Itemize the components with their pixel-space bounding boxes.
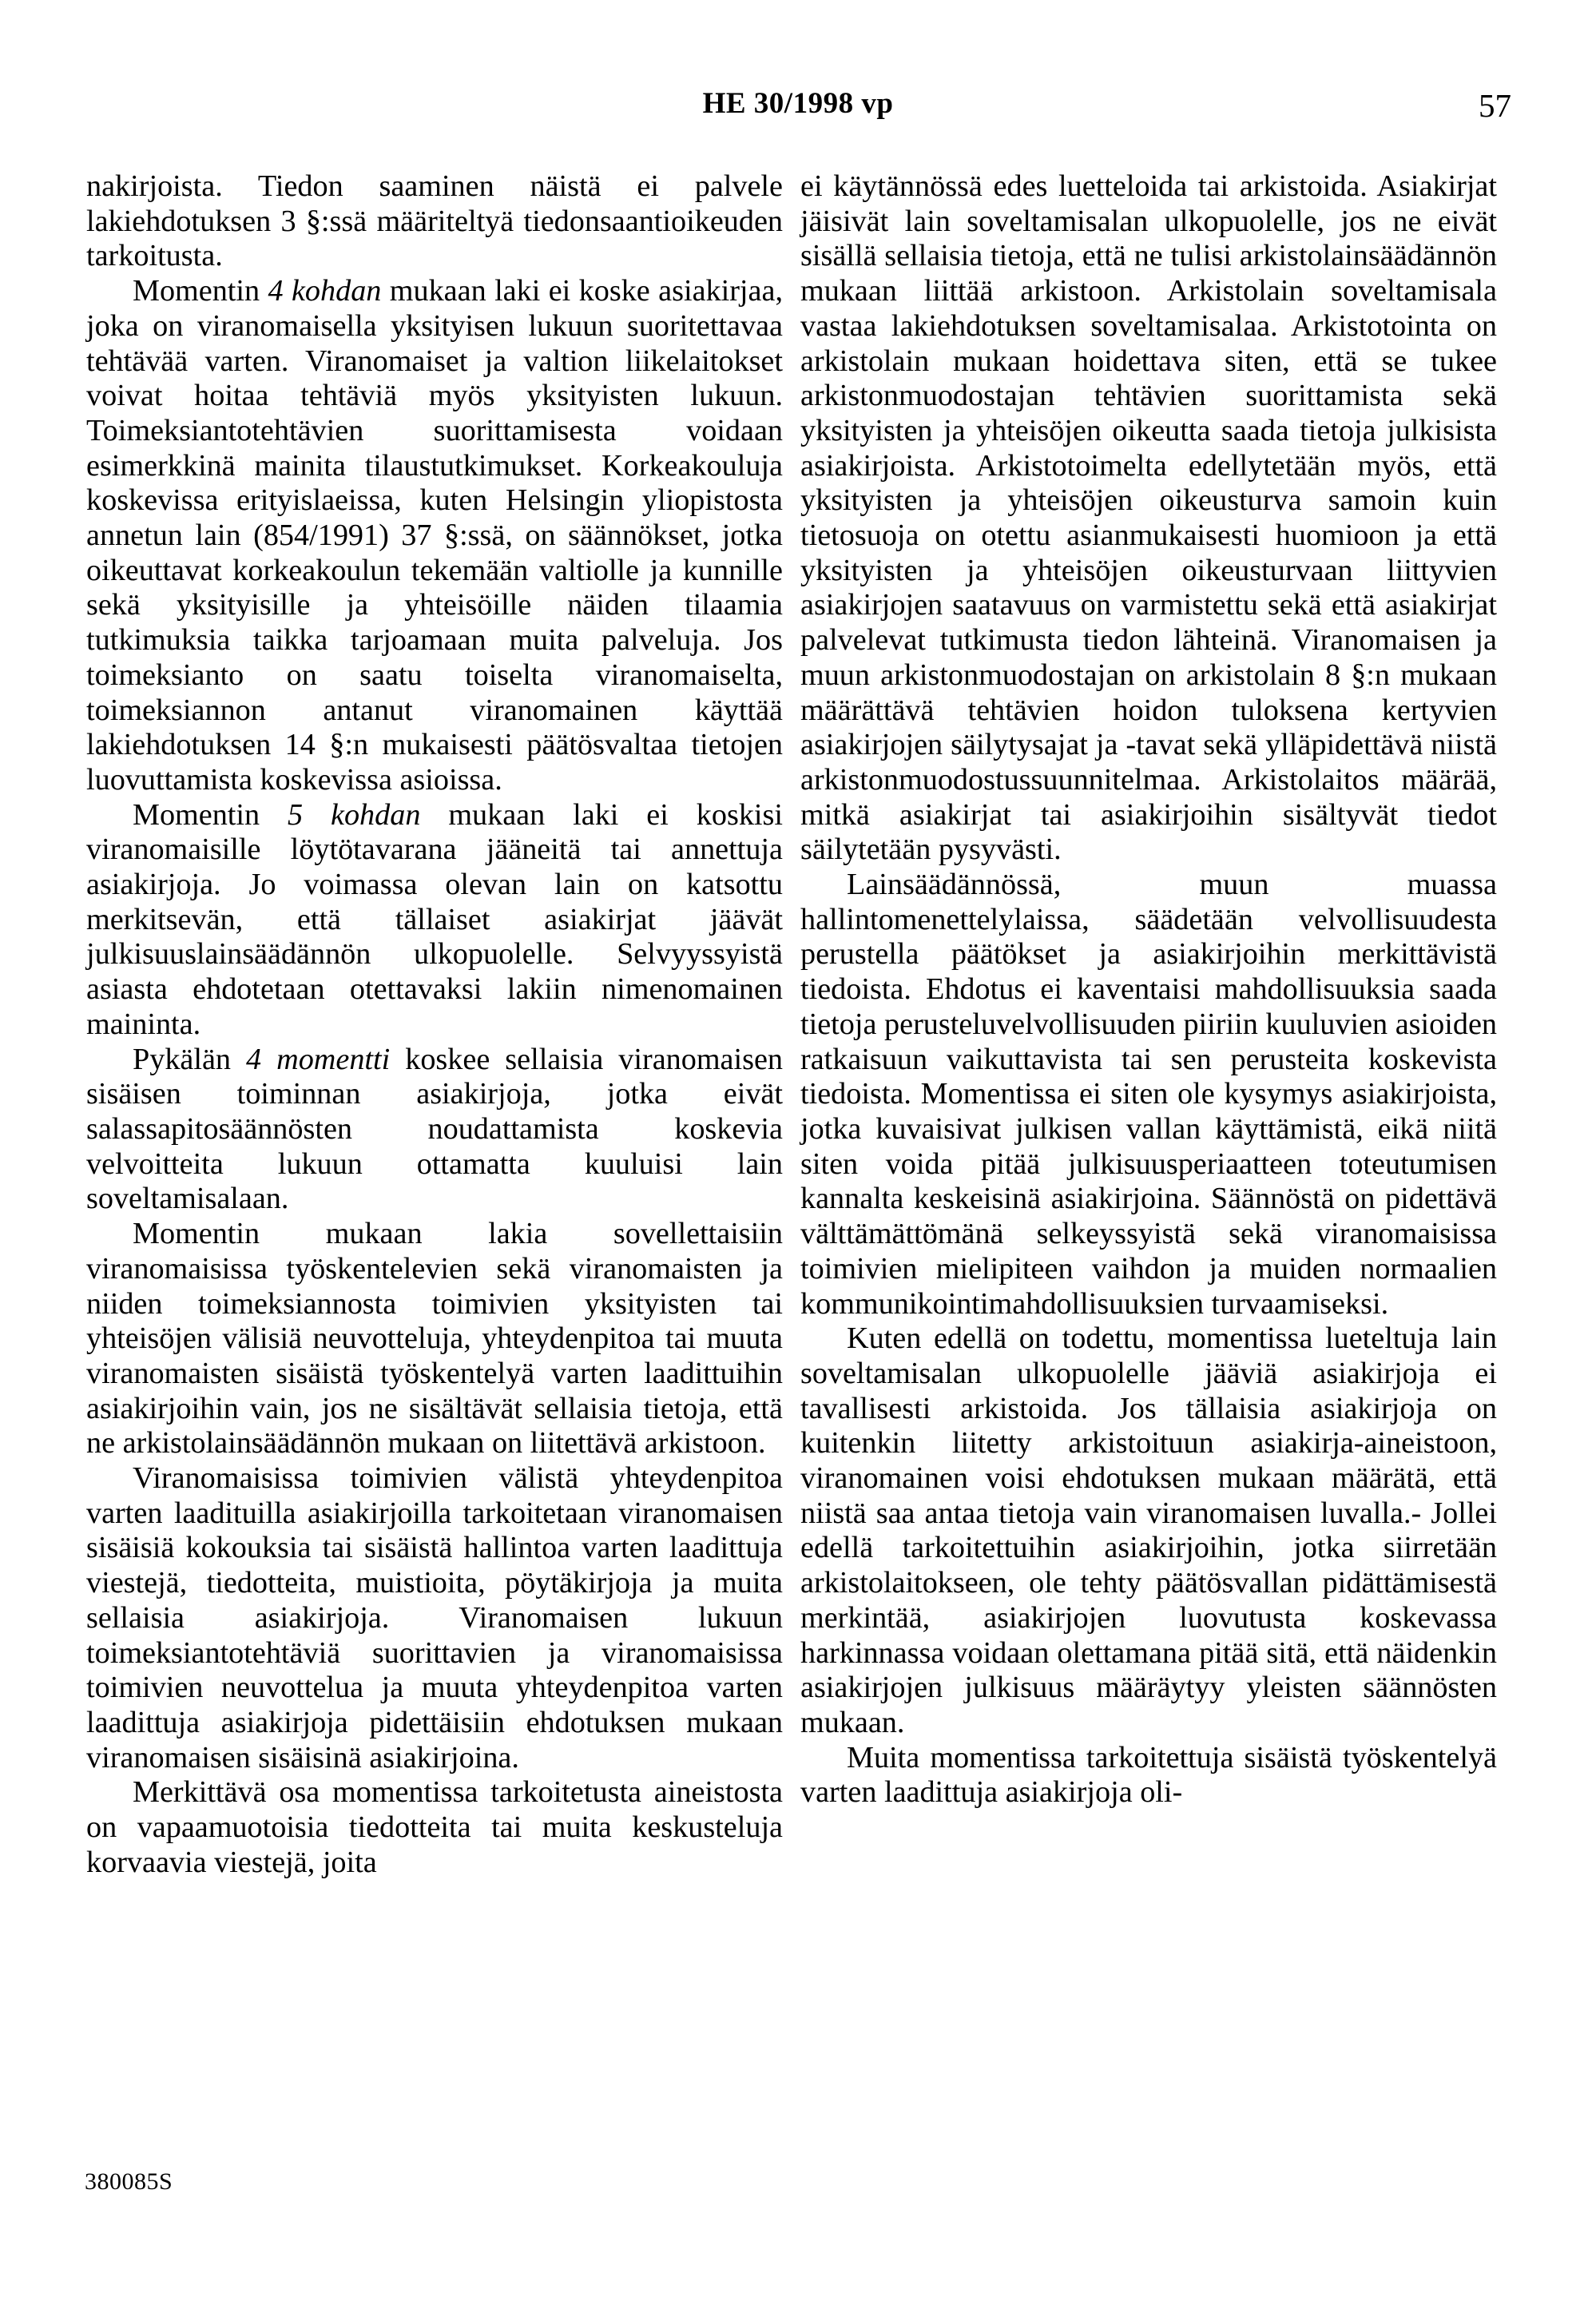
paragraph: Kuten edellä on todettu, momentissa lueteltuja lain soveltamisalan ulkopuolelle jääviä asiakirjoja ei tavallisesti arkistoida. Jos tällaisia asiakirjoja on kuitenkin liitetty arkistoituun asiakirja-aineistoon, viranomainen voisi ehdotuksen mukaan määrätä, että niistä saa antaa tietoja vain viranomaisen luvalla.- Jollei edellä tarkoitettuihin asiakirjoihin, jotka siirretään arkistolaitokseen, ole tehty päätösvallan pidättämisestä merkintää, asiakirjojen luovutusta koskevassa harkinnassa voidaan olettamana pitää sitä, että näidenkin asiakirjojen julkisuus määräytyy yleisten säännösten mukaan. [800, 1321, 1497, 1739]
paragraph: Viranomaisissa toimivien välistä yhteydenpitoa varten laadituilla asiakirjoilla tarkoitetaan viranomaisen sisäisiä kokouksia tai sisäistä hallintoa varten laadittuja viestejä, tiedotteita, muistioita, pöytäkirjoja ja muita sellaisia asiakirjoja. Viranomaisen lukuun toimeksiantotehtäviä suorittavien ja viranomaisissa toimivien neuvottelua ja muuta yhteydenpitoa varten laadittuja asiakirjoja pidettäisiin ehdotuksen mukaan viranomaisen sisäisinä asiakirjoina. [86, 1461, 783, 1774]
paragraph: Momentin 5 kohdan mukaan laki ei koskisi viranomaisille löytötavarana jääneitä tai annettuja asiakirjoja. Jo voimassa olevan lain on katsottu merkitsevän, että tällaiset asiakirjat jäävät julkisuuslainsäädännön ulkopuolelle. Selvyyssyistä asiasta ehdotetaan otettavaksi lakiin nimenomainen maininta. [86, 797, 783, 1041]
paragraph: ei käytännössä edes luetteloida tai arkistoida. Asiakirjat jäisivät lain soveltamisalan ulkopuolelle, jos ne eivät sisällä sellaisia tietoja, että ne tulisi arkistolainsäädännön mukaan liittää arkistoon. Arkistolain soveltamisala vastaa lakiehdotuksen soveltamisalaa. Arkistotointa on arkistolain mukaan hoidettava siten, että se tukee arkistonmuodostajan tehtävien suorittamista sekä yksityisten ja yhteisöjen oikeutta saada tietoja julkisista asiakirjoista. Arkistotoimelta edellytetään myös, että yksityisten ja yhteisöjen oikeusturva samoin kuin tietosuoja on otettu asianmukaisesti huomioon ja että yksityisten ja yhteisöjen oikeusturvaan liittyvien asiakirjojen saatavuus on varmistettu sekä että asiakirjat palvelevat tutkimusta tiedon lähteinä. Viranomaisen ja muun arkistonmuodostajan on arkistolain 8 §:n mukaan määrättävä tehtävien hoidon tuloksena kertyvien asiakirjojen säilytysajat ja -tavat sekä ylläpidettävä niistä arkistonmuodostussuunnitelmaa. Arkistolaitos määrää, mitkä asiakirjat tai asiakirjoihin sisältyvät tiedot säilytetään pysyvästi. [800, 169, 1497, 867]
paragraph: nakirjoista. Tiedon saaminen näistä ei palvele lakiehdotuksen 3 §:ssä määriteltyä tiedonsaantioikeuden tarkoitusta. [86, 169, 783, 273]
paragraph: Pykälän 4 momentti koskee sellaisia viranomaisen sisäisen toiminnan asiakirjoja, jotka eivät salassapitosäännösten noudattamista koskevia velvoitteita lukuun ottamatta kuuluisi lain soveltamisalaan. [86, 1042, 784, 1216]
page-header [0, 86, 1596, 134]
page-number: 57 [1479, 87, 1511, 124]
emphasis: 4 kohdan [268, 274, 382, 308]
paragraph: Momentin 4 kohdan mukaan laki ei koske asiakirjaa, joka on viranomaisella yksityisen lukuun suoritettavaa tehtävää varten. Viranomaiset ja valtion liikelaitokset voivat hoitaa tehtäviä myös yksityisten lukuun. Toimeksiantotehtävien suorittamisesta voidaan esimerkkinä mainita tilaustutkimukset. Korkeakouluja koskevissa erityislaeissa, kuten Helsingin yliopistosta annetun lain (854/1991) 37 §:ssä, on säännökset, jotka oikeuttavat korkeakoulun tekemään valtiolle ja kunnille sekä yksityisille ja yhteisöille näiden tilaamia tutkimuksia taikka tarjoamaan muita palveluja. Jos toimeksianto on saatu toiselta viranomaiselta, toimeksiannon antanut viranomainen käyttää lakiehdotuksen 14 §:n mukaisesti päätösvaltaa tietojen luovuttamista koskevissa asioissa. [86, 274, 783, 797]
paragraph: Momentin mukaan lakia sovellettaisiin viranomaisissa työskentelevien sekä viranomaisten ja niiden toimeksiannosta toimivien yksityisten tai yhteisöjen välisiä neuvotteluja, yhteydenpitoa tai muuta viranomaisten sisäistä työskentelyä varten laadittuihin asiakirjoihin vain, jos ne sisältävät sellaisia tietoja, että ne arkistolainsäädännön mukaan on liitettävä arkistoon. [86, 1217, 783, 1460]
right-column [800, 169, 1497, 1810]
document-code: 380085S [85, 2168, 173, 2195]
paragraph: Muita momentissa tarkoitettuja sisäistä työskentelyä varten laadittuja asiakirjoja oli- [800, 1740, 1497, 1810]
emphasis: 5 kohdan [288, 797, 421, 832]
paragraph: Lainsäädännössä, muun muassa hallintomenettelylaissa, säädetään velvollisuudesta perustella päätökset ja asiakirjoihin merkittävistä tiedoista. Ehdotus ei kaventaisi mahdollisuuksia saada tietoja perusteluvelvollisuuden piiriin kuuluvien asioiden ratkaisuun vaikuttavista tai sen perusteita koskevista tiedoista. Momentissa ei siten ole kysymys asiakirjoista, jotka kuvaisivat julkisen vallan käyttämistä, eikä niitä siten voida pitää julkisuusperiaatteen toteutumisen kannalta keskeisinä asiakirjoina. Säännöstä on pidettävä välttämättömänä selkeyssyistä sekä viranomaisissa toimivien mielipiteen vaihdon ja muiden normaalien kommunikointimahdollisuuksien turvaamiseksi. [800, 868, 1497, 1321]
document-title: HE 30/1998 vp [702, 87, 894, 120]
left-column [86, 169, 783, 1880]
emphasis: 4 momentti [246, 1042, 391, 1076]
paragraph: Merkittävä osa momentissa tarkoitetusta aineistosta on vapaamuotoisia tiedotteita tai muita keskusteluja korvaavia viestejä, joita [86, 1775, 783, 1879]
